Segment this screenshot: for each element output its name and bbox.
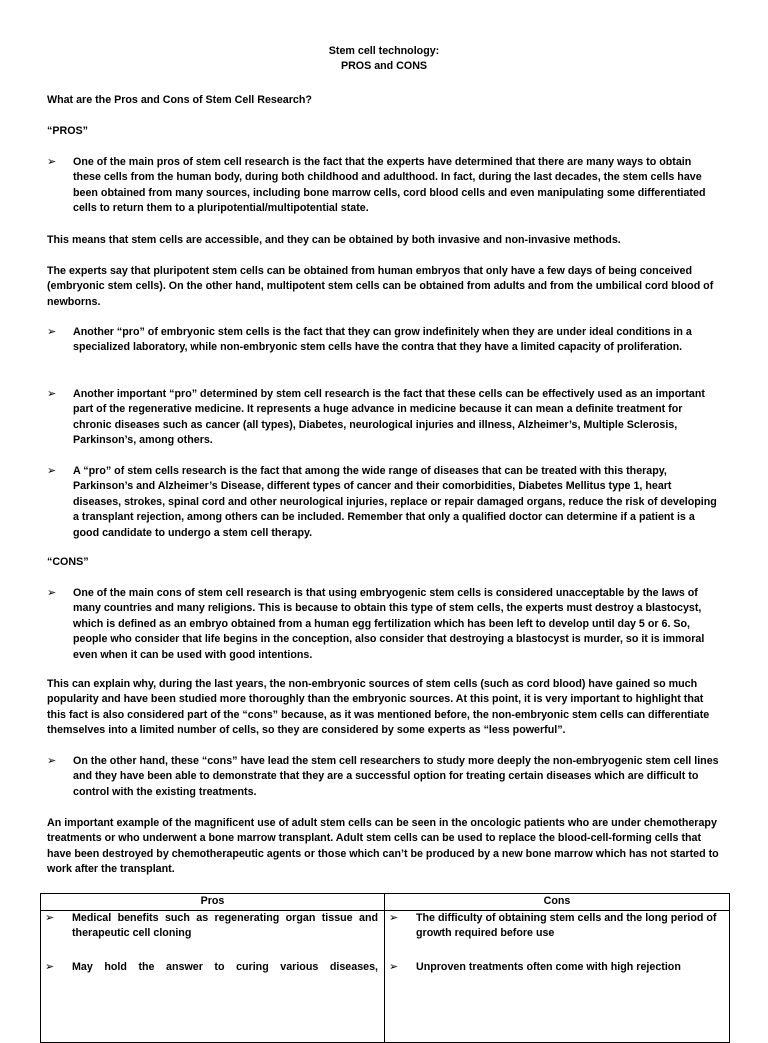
arrowhead-bullet-icon: ➢ (47, 388, 57, 400)
bullet-text: One of the main cons of stem cell research is that using embryogenic stem cells is considered unacceptable by the laws of many countries and many religions. This is because to obtain this type of stem cells, the experts must destroy a blastocyst, which is defined as an embryo obtained from a human egg fertilization which has been left to develop until day 5 or 6. So, people who consider that life begins in the conception, also consider that destroying a blastocyst is murder, so it is immoral even when it can be used with good intentions. (73, 587, 705, 661)
cons-paragraph-2: An important example of the magnificent use of adult stem cells can be seen in the oncologic patients who are under chemotherapy treatments or who underwent a bone marrow transplant. Adult stem cells can be used to replace the blood-cell-forming cells that have been destroyed by chemotherapeutic agents or those which can’t be produced by a new bone marrow which has not started to work after the transplant. (47, 817, 719, 876)
pros-cell (41, 911, 385, 1043)
cons-paragraph-1: This can explain why, during the last years, the non-embryonic sources of stem cells (such as cord blood) have gained so much popularity and have been studied more thoroughly than the embryonic sources. At this point, it is very important to highlight that this fact is also considered part of the “cons” because, as it was mentioned before, the non-embryonic stem cells can differentiate themselves into a limited number of cells, so they are considered by some experts as “less powerful”. (47, 678, 710, 737)
pros-heading: “PROS” (47, 125, 88, 137)
pros-bullet-3 (47, 387, 721, 449)
arrowhead-bullet-icon: ➢ (47, 156, 57, 168)
list-item (385, 960, 729, 975)
question-heading: What are the Pros and Cons of Stem Cell Research? (47, 94, 312, 106)
cons-bullet-2 (47, 754, 721, 800)
list-item (385, 911, 729, 942)
arrowhead-bullet-icon: ➢ (47, 326, 57, 338)
pros-paragraph-1: This means that stem cells are accessible, and they can be obtained by both invasive and non-invasive methods. (47, 234, 621, 246)
bullet-text: One of the main pros of stem cell research is the fact that the experts have determined that there are many ways to obtain these cells from the human body, during both childhood and adulthood. In fact, during the last decades, the stem cells have been obtained from many sources, including bone marrow cells, cord blood cells and even manipulating some differentiated cells to return them to a pluripotential/multipotential state. (73, 156, 706, 215)
list-item-text: Unproven treatments often come with high rejection (416, 960, 681, 973)
cons-cell (385, 911, 730, 1043)
cons-heading: “CONS” (47, 556, 89, 568)
arrowhead-bullet-icon: ➢ (45, 912, 55, 924)
table-row (41, 911, 730, 1043)
cons-bullet-1 (47, 586, 721, 663)
arrowhead-bullet-icon: ➢ (389, 960, 399, 973)
pros-cons-table (40, 893, 730, 1043)
table-header-pros: Pros (41, 894, 385, 911)
pros-bullet-1 (47, 155, 721, 217)
list-item (41, 911, 384, 942)
pros-bullet-2 (47, 325, 721, 356)
arrowhead-bullet-icon: ➢ (389, 912, 399, 924)
list-item-text: Medical benefits such as regenerating organ tissue and therapeutic cell cloning (72, 912, 378, 940)
bullet-text: Another important “pro” determined by stem cell research is the fact that these cells can be effectively used as an important part of the regenerative medicine. It represents a huge advance in medicine because it can mean a definite treatment for chronic diseases such as cancer (all types), Diabetes, neurological injuries and illness, Alzheimer’s, Multiple Sclerosis, Parkinson’s, among others. (73, 388, 705, 447)
pros-paragraph-2: The experts say that pluripotent stem cells can be obtained from human embryos that only have a few days of being conceived (embryonic stem cells). On the other hand, multipotent stem cells can be obtained from adults and from the umbilical cord blood of newborns. (47, 265, 714, 308)
list-item-text: The difficulty of obtaining stem cells and the long period of growth required before use (416, 912, 717, 940)
arrowhead-bullet-icon: ➢ (47, 587, 57, 599)
bullet-text: A “pro” of stem cells research is the fact that among the wide range of diseases that can be treated with this therapy, Parkinson’s and Alzheimer’s Disease, different types of cancer and their comorbidities, Diabetes Mellitus type 1, heart diseases, strokes, spinal cord and other neurological injuries, replace or repair damaged organs, reduce the risk of developing a transplant rejection, among others can be included. Remember that only a qualified doctor can determine if a patient is a good candidate to undergo a stem cell therapy. (73, 465, 717, 539)
table-header-cons: Cons (385, 894, 730, 911)
pros-bullet-4 (47, 464, 721, 541)
list-item-text: May hold the answer to curing various diseases, (72, 960, 378, 973)
table-header-row (41, 894, 730, 911)
bullet-text: Another “pro” of embryonic stem cells is the fact that they can grow indefinitely when they are under ideal conditions in a specialized laboratory, while non-embryonic stem cells have the contra that they have a limited capacity of proliferation. (73, 326, 692, 354)
title-line-2: PROS and CONS (340, 60, 428, 73)
arrowhead-bullet-icon: ➢ (47, 465, 57, 477)
bullet-text: On the other hand, these “cons” have lead the stem cell researchers to study more deeply the non-embryogenic stem cell lines and they have been able to demonstrate that they are a successful option for treating certain diseases which are difficult to control with the existing treatments. (73, 755, 719, 798)
title-line-1: Stem cell technology: (328, 45, 440, 57)
arrowhead-bullet-icon: ➢ (45, 960, 55, 973)
document-title (0, 44, 768, 75)
arrowhead-bullet-icon: ➢ (47, 755, 57, 767)
list-item (41, 960, 384, 975)
